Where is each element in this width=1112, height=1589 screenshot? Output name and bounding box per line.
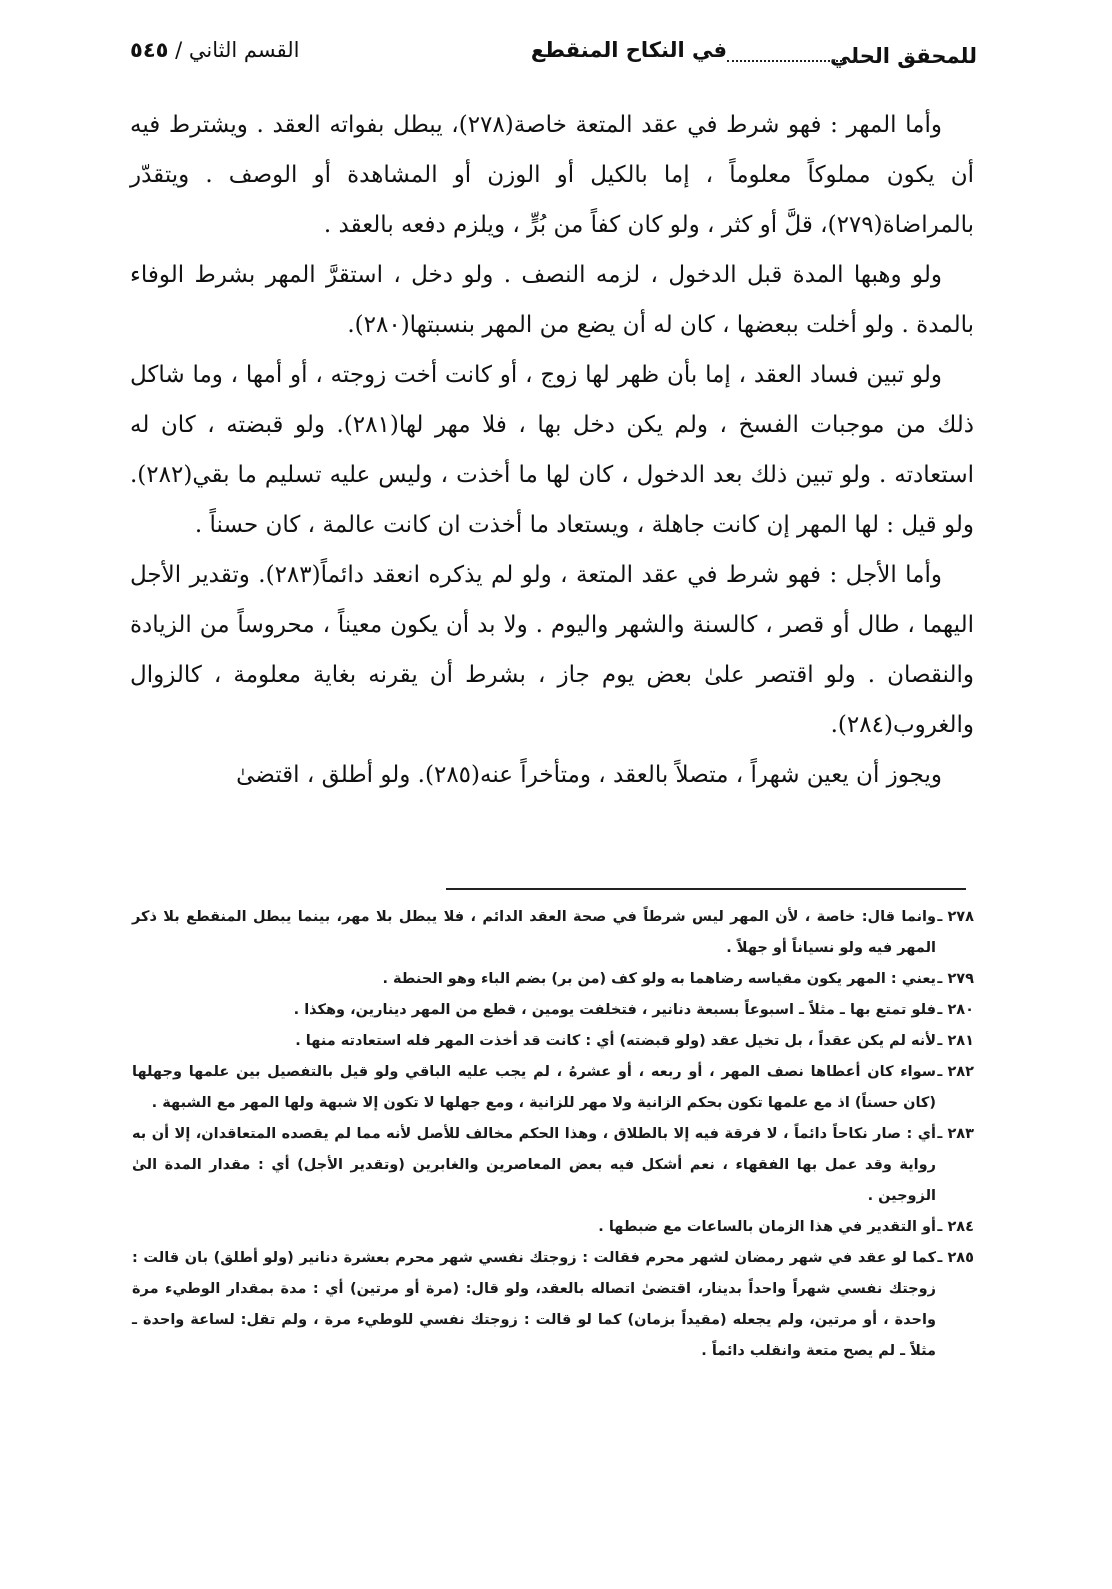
footnote (132, 1026, 974, 1057)
paragraph-dowry: وأما المهر : فهو شرط في عقد المتعة خاصة(٢٧٨)، يبطل بفواته العقد . ويشترط فيه أن يكون مملوكاً معلوماً ، إما بالكيل أو الوزن أو المشاهدة أو الوصف . ويتقدّر بالمراضاة(٢٧٩)، قلَّ أو كثر ، ولو كان كفاً من بُرٍّ ، ويلزم دفعه بالعقد . (130, 112, 974, 238)
paragraph-month: ويجوز أن يعين شهراً ، متصلاً بالعقد ، ومتأخراً عنه(٢٨٥). ولو أطلق ، اقتضىٰ (236, 762, 942, 788)
part-label: القسم الثاني / (175, 38, 300, 62)
page-locator (130, 38, 299, 62)
footnotes (132, 902, 974, 1367)
footnote-divider (446, 888, 966, 890)
footnote (132, 964, 974, 995)
footnote-number: ٢٨٤ ـ (937, 1219, 974, 1235)
footnote-text: أو التقدير في هذا الزمان بالساعات مع ضبطها . (598, 1219, 936, 1235)
footnote-number: ٢٨١ ـ (937, 1033, 974, 1049)
main-text (130, 100, 974, 800)
footnote (132, 1057, 974, 1119)
paragraph-term: وأما الأجل : فهو شرط في عقد المتعة ، ولو لم يذكره انعقد دائماً(٢٨٣). وتقدير الأجل اليهما ، طال أو قصر ، كالسنة والشهر واليوم . ولا بد أن يكون معيناً ، محروساً من الزيادة والنقصان . ولو اقتصر علىٰ بعض يوم جاز ، بشرط أن يقرنه بغاية معلومة ، كالزوال والغروب(٢٨٤). (130, 562, 974, 738)
footnote-number: ٢٧٨ ـ (937, 909, 974, 925)
footnote-number: ٢٧٩ ـ (937, 971, 974, 987)
running-author: للمحقق الحلي (829, 44, 977, 68)
footnote-text: وانما قال: خاصة ، لأن المهر ليس شرطاً في صحة العقد الدائم ، فلا يبطل بلا مهر، بينما يبطل المنقطع بلا ذكر المهر فيه ولو نسياناً أو جهلاً . (132, 909, 936, 956)
running-title: في النكاح المنقطع (530, 38, 727, 62)
footnote-number: ٢٨٥ ـ (937, 1250, 974, 1266)
page-header (130, 38, 977, 78)
footnote-text: سواء كان أعطاها نصف المهر ، أو ربعه ، أو عشرهُ ، لم يجب عليه الباقي ولو قيل بالتفصيل بين علمها وجهلها (كان حسناً) اذ مع علمها تكون بحكم الزانية ولا مهر للزانية ، ومع جهلها لا تكون إلا شبهة ولها المهر مع الشبهة . (132, 1064, 936, 1111)
paragraph-invalid-contract: ولو تبين فساد العقد ، إما بأن ظهر لها زوج ، أو كانت أخت زوجته ، أو أمها ، وما شاكل ذلك من موجبات الفسخ ، ولم يكن دخل بها ، فلا مهر لها(٢٨١). ولو قبضته ، كان له استعادته . ولو تبين ذلك بعد الدخول ، كان لها ما أخذت ، وليس عليه تسليم ما بقي(٢٨٢). ولو قيل : لها المهر إن كانت جاهلة ، ويستعاد ما أخذت ان كانت عالمة ، كان حسناً . (130, 362, 974, 538)
footnote-number: ٢٨٢ ـ (937, 1064, 974, 1080)
header-dotted-leader (727, 60, 862, 62)
footnote (132, 1119, 974, 1212)
footnote (132, 1212, 974, 1243)
footnote-text: أي : صار نكاحاً دائماً ، لا فرقة فيه إلا بالطلاق ، وهذا الحكم مخالف للأصل لأنه مما لم يقصده المتعاقدان، إلا أن به رواية وقد عمل بها الفقهاء ، نعم أشكل فيه بعض المعاصرين والغابرين (وتقدير الأجل) أي : مقدار المدة الىٰ الزوجين . (132, 1126, 936, 1204)
footnote (132, 995, 974, 1026)
footnote-text: لأنه لم يكن عقداً ، بل تخيل عقد (ولو قبضته) أي : كانت قد أخذت المهر فله استعادته منها . (295, 1033, 936, 1049)
footnote-number: ٢٨٣ ـ (937, 1126, 974, 1142)
footnote-text: يعني : المهر يكون مقياسه رضاهما به ولو كف (من بر) بضم الباء وهو الحنطة . (382, 971, 936, 987)
paragraph-gift-of-term: ولو وهبها المدة قبل الدخول ، لزمه النصف . ولو دخل ، استقرَّ المهر بشرط الوفاء بالمدة . ولو أخلت ببعضها ، كان له أن يضع من المهر بنسبتها(٢٨٠). (130, 262, 974, 338)
page-number: ٥٤٥ (130, 38, 169, 62)
footnote-text: فلو تمتع بها ـ مثلاً ـ اسبوعاً بسبعة دنانير ، فتخلفت يومين ، قطع من المهر دينارين، وهكذا . (293, 1002, 936, 1018)
footnote (132, 902, 974, 964)
footnote-number: ٢٨٠ ـ (937, 1002, 974, 1018)
footnote (132, 1243, 974, 1367)
footnote-text: كما لو عقد في شهر رمضان لشهر محرم فقالت : زوجتك نفسي شهر محرم بعشرة دنانير (ولو أطلق) بان قالت : زوجتك نفسي شهراً واحداً بدينار، اقتضىٰ اتصاله بالعقد، ولو قال: (مرة أو مرتين) أي : مدة بمقدار الوطيء مرة واحدة ، أو مرتين، ولم يجعله (مقيداً بزمان) كما لو قالت : زوجتك نفسي للوطيء مرة ، ولم تقل: لساعة واحدة ـ مثلاً ـ لم يصح متعة وانقلب دائماً . (132, 1250, 936, 1359)
